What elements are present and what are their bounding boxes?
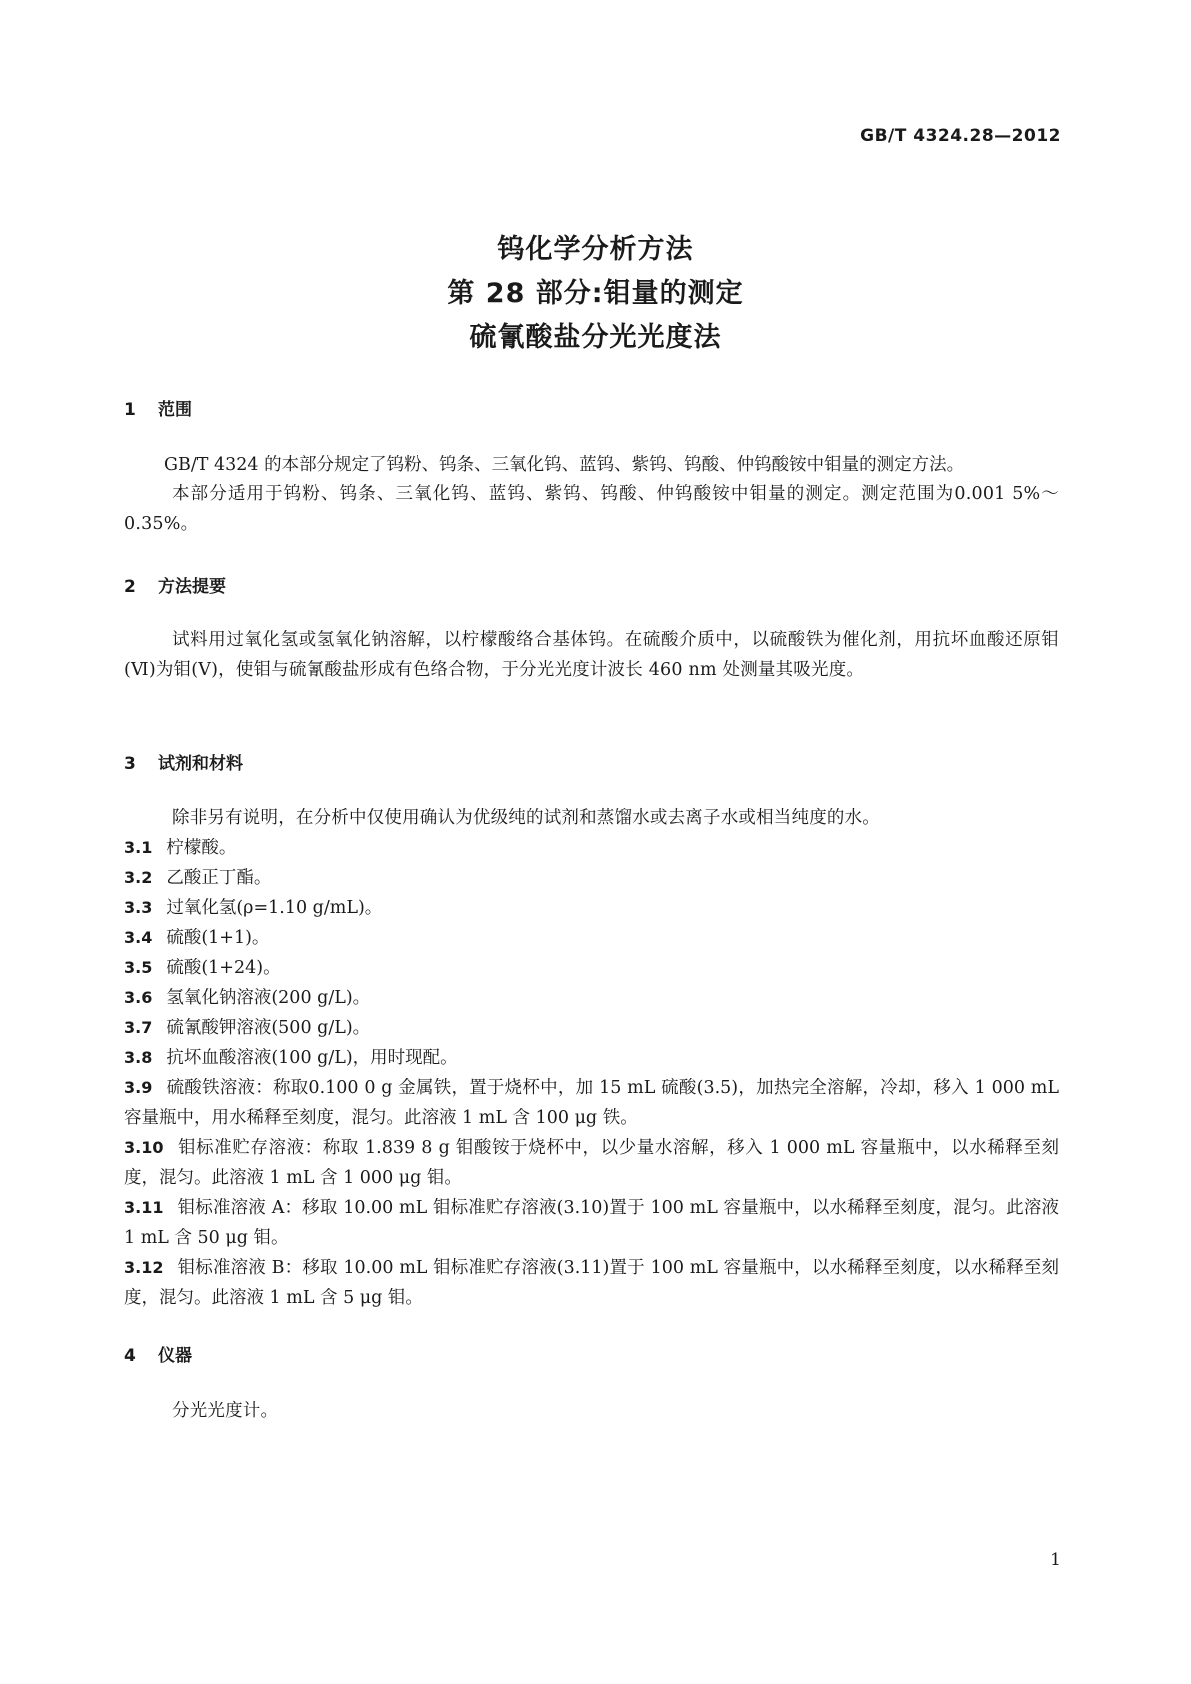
- reagent-item: [124, 863, 1059, 893]
- item-number: 3.6: [124, 988, 153, 1007]
- item-number: 3.1: [124, 838, 153, 857]
- item-text: 硫氰酸钾溶液(500 g/L)。: [166, 1018, 371, 1038]
- item-text: 抗坏血酸溶液(100 g/L)，用时现配。: [166, 1048, 458, 1068]
- section-heading-reagents: [124, 749, 243, 774]
- item-text: 乙酸正丁酯。: [166, 868, 272, 888]
- item-number: 3.5: [124, 958, 153, 977]
- item-number: 3.11: [124, 1198, 164, 1217]
- reagent-item: [124, 1133, 1059, 1193]
- reagent-item: [124, 833, 1059, 863]
- reagent-item: [124, 893, 1059, 923]
- item-text: 过氧化氢(ρ=1.10 g/mL)。: [166, 898, 383, 918]
- item-number: 3.9: [124, 1078, 153, 1097]
- reagent-item: [124, 1253, 1059, 1313]
- standard-number: GB/T 4324.28—2012: [860, 126, 1061, 146]
- section-heading-apparatus: [124, 1341, 192, 1366]
- item-text: 钼标准溶液 B：移取 10.00 mL 钼标准贮存溶液(3.11)置于 100 mL 容量瓶中，以水稀释至刻度，以水稀释至刻度，混匀。此溶液 1 mL 含 5 μg 钼。: [124, 1258, 1059, 1308]
- document-title: [0, 228, 1191, 360]
- item-number: 3.2: [124, 868, 153, 887]
- section-title: 范围: [158, 400, 192, 420]
- reagent-item: [124, 953, 1059, 983]
- apparatus-paragraph: 分光光度计。: [172, 1401, 279, 1421]
- reagent-item: [124, 1073, 1059, 1133]
- title-line-2: 第 28 部分:钼量的测定: [447, 278, 744, 309]
- section-number: 3: [124, 754, 136, 774]
- section-title: 试剂和材料: [158, 754, 243, 774]
- scope-paragraph-2: 本部分适用于钨粉、钨条、三氧化钨、蓝钨、紫钨、钨酸、仲钨酸铵中钼量的测定。测定范围为0.001 5%～0.35%。: [124, 484, 1059, 534]
- item-number: 3.4: [124, 928, 153, 947]
- item-number: 3.7: [124, 1018, 153, 1037]
- section-heading-principle: [124, 572, 226, 597]
- title-line-3: 硫氰酸盐分光光度法: [469, 322, 722, 353]
- item-text: 硫酸铁溶液：称取0.100 0 g 金属铁，置于烧杯中，加 15 mL 硫酸(3.5)，加热完全溶解，冷却，移入 1 000 mL 容量瓶中，用水稀释至刻度，混匀。此溶液 1 mL 含 100 μg 铁。: [124, 1078, 1059, 1128]
- reagent-item: [124, 983, 1059, 1013]
- item-number: 3.3: [124, 898, 153, 917]
- item-number: 3.12: [124, 1258, 164, 1277]
- title-line-1: 钨化学分析方法: [497, 234, 694, 265]
- item-text: 钼标准溶液 A：移取 10.00 mL 钼标准贮存溶液(3.10)置于 100 mL 容量瓶中，以水稀释至刻度，混匀。此溶液 1 mL 含 50 μg 钼。: [124, 1198, 1059, 1248]
- item-number: 3.8: [124, 1048, 153, 1067]
- item-text: 钼标准贮存溶液：称取 1.839 8 g 钼酸铵于烧杯中，以少量水溶解，移入 1 000 mL 容量瓶中，以水稀释至刻度，混匀。此溶液 1 mL 含 1 000 μg 钼。: [124, 1138, 1059, 1188]
- principle-paragraph: 试料用过氧化氢或氢氧化钠溶解，以柠檬酸络合基体钨。在硫酸介质中，以硫酸铁为催化剂，用抗坏血酸还原钼(Ⅵ)为钼(Ⅴ)，使钼与硫氰酸盐形成有色络合物，于分光光度计波长 460 nm 处测量其吸光度。: [124, 630, 1059, 680]
- reagent-item: [124, 1043, 1059, 1073]
- reagent-item: [124, 1013, 1059, 1043]
- section-title: 仪器: [158, 1346, 192, 1366]
- item-number: 3.10: [124, 1138, 164, 1157]
- item-text: 柠檬酸。: [166, 838, 237, 858]
- section-number: 4: [124, 1346, 136, 1366]
- reagents-intro-paragraph: 除非另有说明，在分析中仅使用确认为优级纯的试剂和蒸馏水或去离子水或相当纯度的水。: [172, 808, 880, 828]
- page-number: 1: [1050, 1550, 1061, 1570]
- reagent-item: [124, 923, 1059, 953]
- reagent-item: [124, 1193, 1059, 1253]
- section-title: 方法提要: [158, 577, 226, 597]
- section-number: 1: [124, 400, 136, 420]
- item-text: 硫酸(1+1)。: [166, 928, 270, 948]
- section-number: 2: [124, 577, 136, 597]
- item-text: 氢氧化钠溶液(200 g/L)。: [166, 988, 371, 1008]
- scope-paragraph-1: GB/T 4324 的本部分规定了钨粉、钨条、三氧化钨、蓝钨、紫钨、钨酸、仲钨酸铵中钼量的测定方法。: [164, 455, 965, 475]
- item-text: 硫酸(1+24)。: [166, 958, 281, 978]
- section-heading-scope: [124, 395, 192, 420]
